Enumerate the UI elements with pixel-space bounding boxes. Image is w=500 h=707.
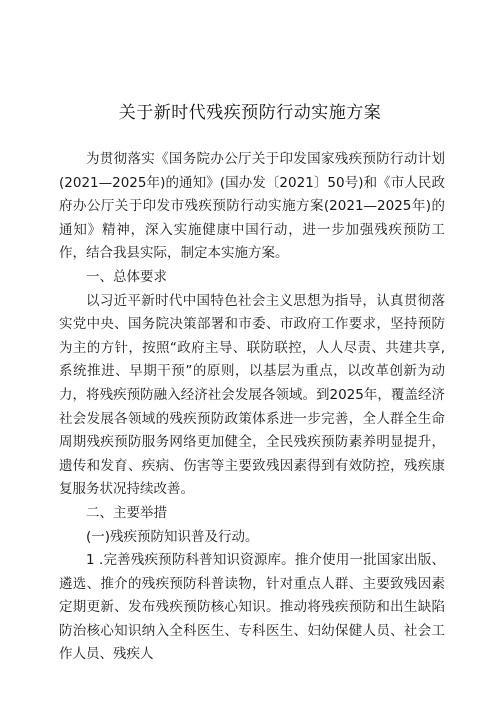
document-body: [59, 148, 445, 667]
intro-paragraph: 为贯彻落实《国务院办公厅关于印发国家残疾预防行动计划(2021—2025年)的通知》(国办发〔2021〕50号)和《市人民政府办公厅关于印发市残疾预防行动实施方案(2021—2025年)的通知》精神，深入实施健康中国行动，进一步加强残疾预防工作，结合我县实际，制定本实施方案。: [59, 151, 445, 262]
section-heading-main-measures: 二、主要举措: [86, 504, 167, 521]
general-requirements-paragraph: 以习近平新时代中国特色社会主义思想为指导，认真贯彻落实党中央、国务院决策部署和市委、市政府工作要求，坚持预防为主的方针，按照“政府主导、联防联控，人人尽责、共建共享,系统推进、早期干预”的原则，以基层为重点，以改革创新为动力，将残疾预防融入经济社会发展各领域。到2025年，覆盖经济社会发展各领域的残疾预防政策体系进一步完善，全人群全生命周期残疾预防服务网络更加健全，全民残疾预防素养明显提升，遗传和发育、疾病、伤害等主要致残因素得到有效防控，残疾康复服务状况持续改善。: [59, 292, 445, 498]
measure-item-paragraph: 1 .完善残疾预防科普知识资源库。推介使用一批国家出版、遴选、推介的残疾预防科普读物，针对重点人群、主要致残因素定期更新、发布残疾预防核心知识。推动将残疾预防和出生缺陷防治核心知识纳入全科医生、专科医生、妇幼保健人员、社会工作人员、残疾人: [59, 552, 445, 663]
subsection-heading-knowledge-action: (一)残疾预防知识普及行动。: [86, 528, 259, 545]
section-heading-general-requirements: 一、总体要求: [86, 268, 167, 285]
document-title: 关于新时代残疾预防行动实施方案: [118, 103, 382, 123]
